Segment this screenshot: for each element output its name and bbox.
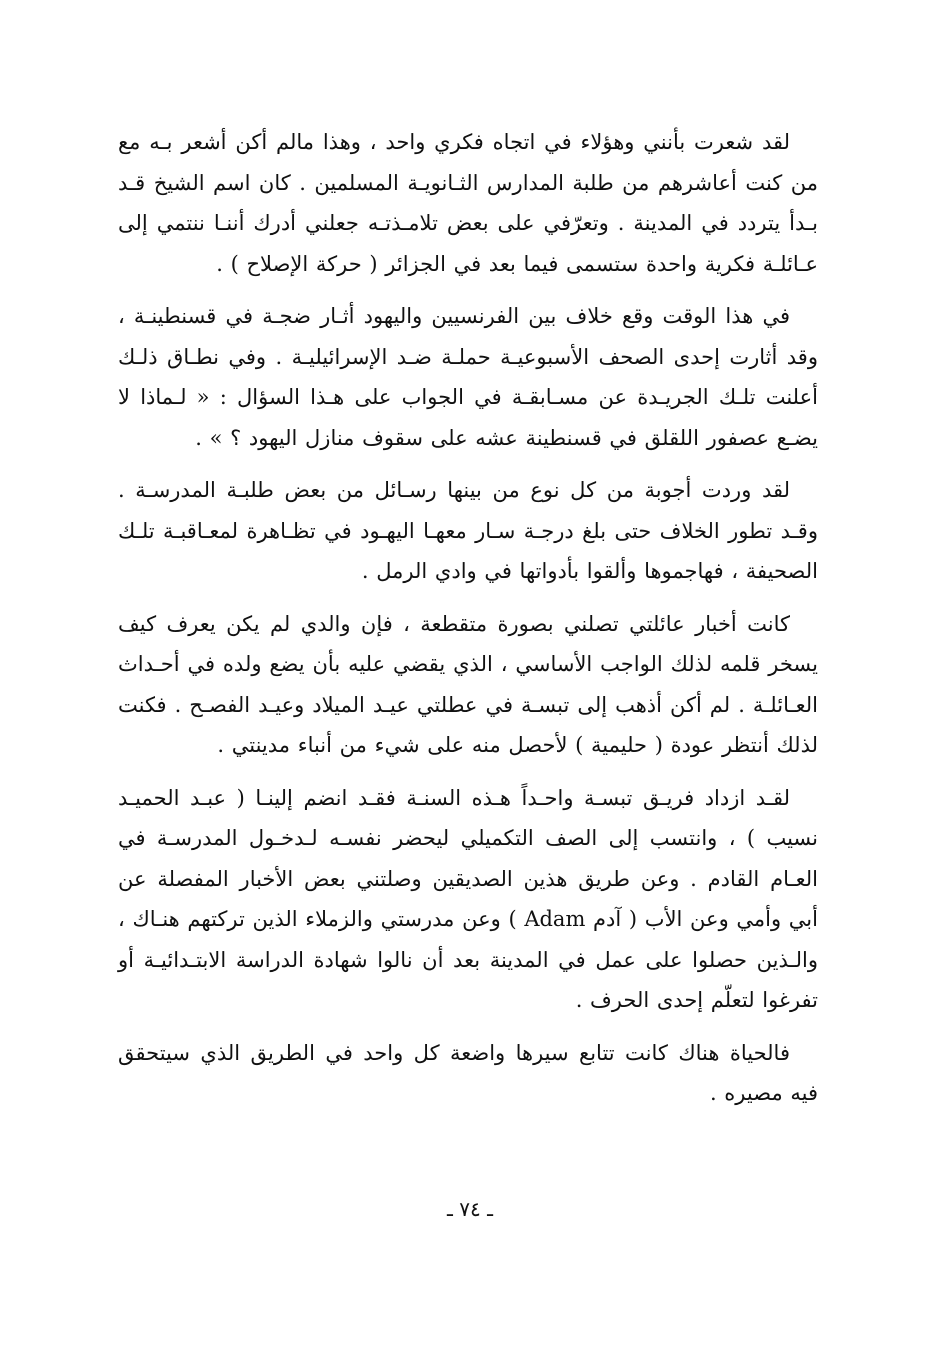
paragraph-6: فالحياة هناك كانت تتابع سيرها واضعة كل واحد في الطريق الذي سيتحقق فيه مصيره . (118, 1040, 818, 1105)
page-number: ـ ٧٤ ـ (447, 1197, 493, 1221)
paragraph-5: لقـد ازداد فريـق تبسـة واحـداً هـذه السنـة فقـد انضم إلينـا ( عبـد الحميـد نسيب ) ، وانتسب إلى الصف التكميلي ليحضر نفسـه لـدخـول المدرسـة في العـام القادم . وعن طريق هذين الصديقين وصلتني بعض الأخبار المفصلة عن أبي وأمي وعن الأب ( آدم Adam ) وعن مدرستي والزملاء الذين تركتهم هنـاك ، والـذين حصلوا على عمل في المدينة بعد أن نالوا شهادة الدراسة الابتـدائيـة أو تفرغوا لتعلّم إحدى الحرف . (118, 785, 818, 1012)
paragraph-1: لقد شعرت بأنني وهؤلاء في اتجاه فكري واحد ، وهذا مالم أكن أشعر بـه مع من كنت أعاشرهم من طلبة المدارس الثـانويـة المسلمين . كان اسم الشيخ قـد بـدأ يتردد في المدينة . وتعرّفي على بعض تلامـذتـه جعلني أدرك أننـا ننتمي إلى عـائلـة فكرية واحدة ستسمى فيما بعد في الجزائر ( حركة الإصلاح ) . (118, 130, 818, 276)
paragraph-3: لقد وردت أجوبة من كل نوع من بينها رسـائل من بعض طلبـة المدرسـة . وقـد تطور الخلاف حتى بلغ درجـة سـار معهـا اليهـود في تظـاهرة لمعـاقبـة تلـك الصحيفة ، فهاجموها وألقوا بأدواتها في وادي الرمل . (118, 478, 818, 583)
paragraph-4: كانت أخبار عائلتي تصلني بصورة متقطعة ، فإن والدي لم يكن يعرف كيف يسخر قلمه لذلك الواجب الأساسي ، الذي يقضي عليه بأن يضع ولده في أحـداث العـائلـة . لم أكن أذهب إلى تبسـة في عطلتي عيـد الميلاد وعيـد الفصـح . فكنت لذلك أنتظر عودة ( حليمية ) لأحصل منه على شيء من أنباء مدينتي . (118, 611, 818, 757)
paragraph-2: في هذا الوقت وقع خلاف بين الفرنسيين واليهود أثـار ضجـة في قسنطينـة ، وقد أثارت إحدى الصحف الأسبوعيـة حملـة ضـد الإسرائيليـة . وفي نطـاق ذلـك أعلنت تلـك الجريـدة عن مسـابقـة في الجواب على هـذا السؤال : « لـماذا لا يضـع عصفور اللقلق في قسنطينة عشه على سقوف منازل اليهود ؟ » . (118, 304, 818, 450)
page-body (118, 122, 818, 1114)
